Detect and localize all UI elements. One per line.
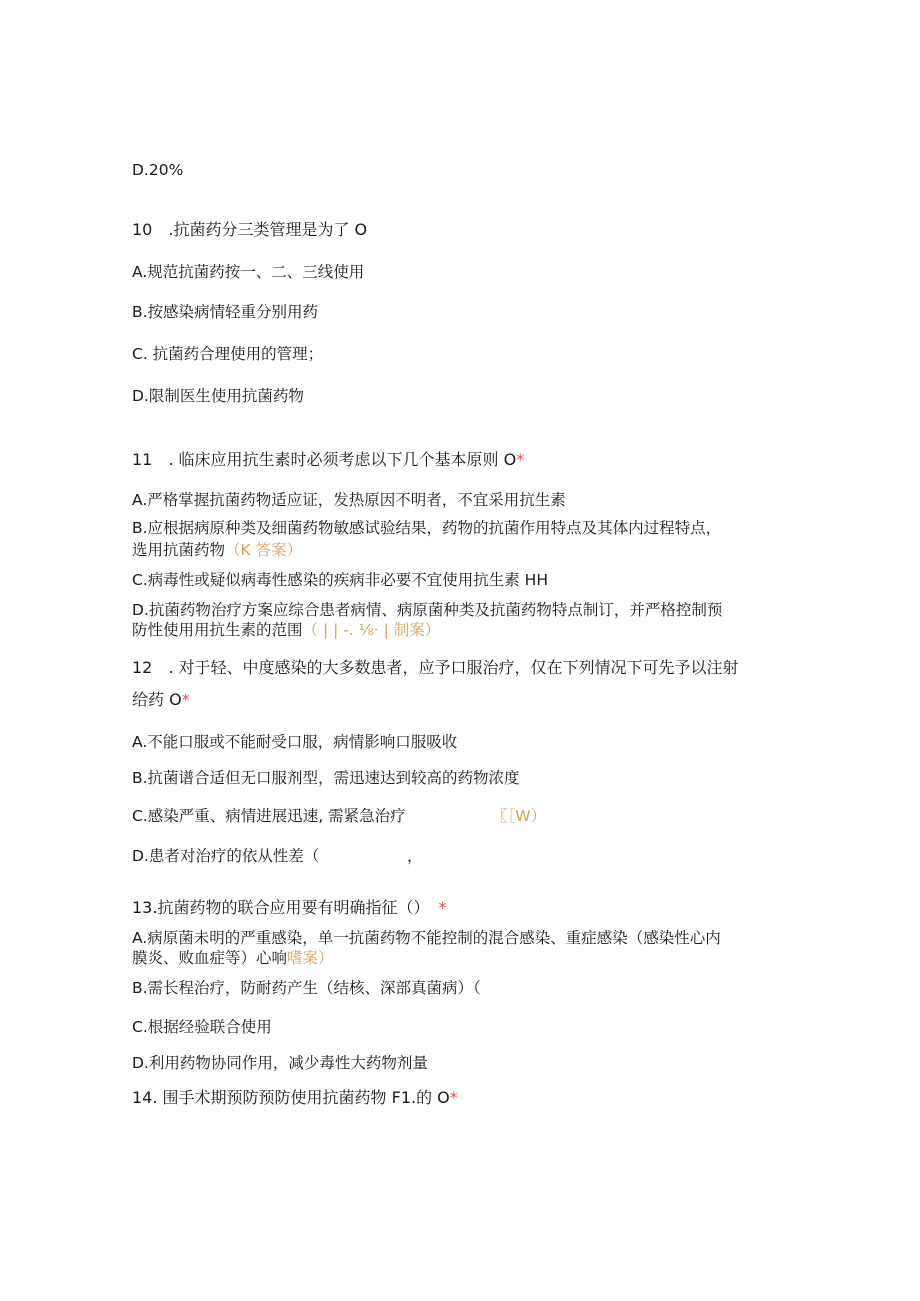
question-11-option-b-line2	[132, 540, 302, 560]
question-13-text: 13.抗菌药物的联合应用要有明确指征（）	[132, 898, 430, 917]
answer-mark: 嗜案）	[287, 949, 334, 967]
option-tail: ，	[407, 847, 423, 865]
question-11-text: 11 . 临床应用抗生素时必须考虑以下几个基本原则 O	[132, 450, 517, 469]
question-12-text: 给药 O	[132, 690, 182, 709]
option-text: 选用抗菌药物	[132, 541, 226, 559]
required-star: *	[516, 450, 525, 469]
question-12-option-a: A.不能口服或不能耐受口服，病情影响口服吸收	[132, 733, 458, 751]
option-text: 膜炎、败血症等）心响	[132, 949, 288, 967]
question-13-option-a-line1: A.病原菌未明的严重感染，单一抗菌药物不能控制的混合感染、重症感染（感染性心内	[132, 929, 721, 947]
question-11-option-a: A.严格掌握抗菌药物适应证，发热原因不明者，不宜采用抗生素	[132, 491, 566, 509]
question-12-title-line1: 12 . 对于轻、中度感染的大多数患者，应予口服治疗，仅在下列情况下可先予以注射	[132, 658, 739, 677]
question-14-text: 14. 围手术期预防预防使用抗菌药物 F1.的 O	[132, 1088, 450, 1107]
question-11-option-d-line1: D.抗菌药物治疗方案应综合患者病情、病原菌种类及抗菌药物特点制订，并严格控制预	[132, 601, 723, 619]
question-13-option-a-line2	[132, 948, 334, 968]
option-d-previous: D.20%	[132, 161, 184, 179]
question-11-title	[132, 450, 524, 470]
question-13-option-b: B.需长程治疗，防耐药产生（结核、深部真菌病）（	[132, 979, 481, 997]
question-10-title: 10 .抗菌药分三类管理是为了 O	[132, 220, 368, 239]
question-12-option-d	[132, 846, 423, 866]
question-10-option-c: C. 抗菌药合理使用的管理；	[132, 345, 324, 363]
question-12-title-line2	[132, 690, 190, 710]
question-13-option-d: D.利用药物协同作用，减少毒性大药物剂量	[132, 1054, 428, 1072]
question-14-title	[132, 1088, 458, 1108]
question-11-option-d-line2	[132, 620, 440, 640]
required-star: *	[438, 898, 447, 917]
question-10-option-b: B.按感染病情轻重分别用药	[132, 303, 319, 321]
answer-mark: 〖［W）	[492, 807, 547, 825]
question-12-option-c	[132, 806, 547, 826]
option-text: C.感染严重、病情进展迅速, 需紧急治疗	[132, 807, 406, 825]
answer-mark: （K 答案）	[225, 541, 303, 559]
question-13-title	[132, 898, 447, 918]
question-11-option-b-line1: B.应根据病原种类及细菌药物敏感试验结果，药物的抗菌作用特点及其体内过程特点，	[132, 519, 722, 537]
option-text: 防性使用用抗生素的范围	[132, 621, 303, 639]
question-11-option-c: C.病毒性或疑似病毒性感染的疾病非必要不宜使用抗生素 HH	[132, 571, 548, 589]
option-text: D.患者对治疗的依从性差（	[132, 847, 320, 865]
question-10-option-a: A.规范抗菌药按一、二、三线使用	[132, 263, 365, 281]
required-star: *	[181, 690, 190, 709]
answer-mark: （ | | -. ⅛· | 制案）	[302, 621, 441, 639]
question-10-option-d: D.限制医生使用抗菌药物	[132, 387, 304, 405]
question-12-option-b: B.抗菌谱合适但无口服剂型，需迅速达到较高的药物浓度	[132, 769, 520, 787]
required-star: *	[449, 1088, 458, 1107]
question-13-option-c: C.根据经验联合使用	[132, 1018, 272, 1036]
